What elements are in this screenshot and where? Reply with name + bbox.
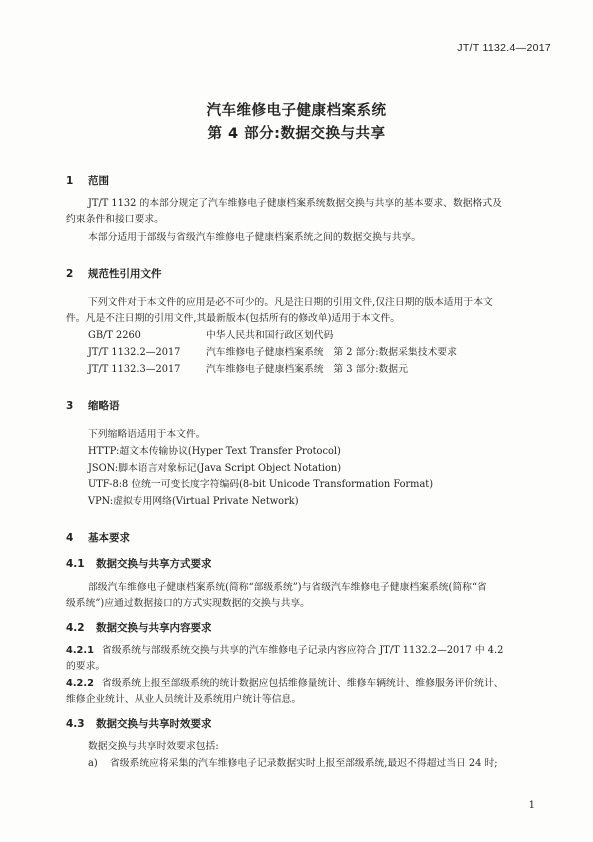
section-title: 缩略语 (88, 400, 120, 412)
paragraph-line: 约束条件和接口要求。 (66, 214, 164, 225)
abbreviation-item: VPN:虚拟专用网络(Virtual Private Network) (88, 496, 299, 507)
paragraph-line: 件。凡是不注日期的引用文件,其最新版本(包括所有的修改单)适用于本文件。 (66, 313, 401, 324)
subsection-heading-4-1 (66, 556, 212, 571)
section-title: 基本要求 (88, 532, 130, 544)
paragraph-line: JT/T 1132 的本部分规定了汽车维修电子健康档案系统数据交换与共享的基本要求、数据格式及 (88, 198, 502, 209)
clause-4-2-2 (66, 676, 504, 692)
document-title-line1: 汽车维修电子健康档案系统 (206, 103, 387, 119)
list-marker: a) (88, 758, 98, 769)
section-number: 3 (66, 400, 74, 412)
subsection-heading-4-3 (66, 716, 212, 731)
subsection-number: 4.1 (66, 558, 85, 570)
paragraph-line: 级系统”)应通过数据接口的方式实现数据的交换与共享。 (66, 598, 310, 609)
clause-text: 省级系统上报至部级系统的统计数据应包括维修量统计、维修车辆统计、维修服务评价统计、 (101, 678, 504, 689)
paragraph-line: 部级汽车维修电子健康档案系统(简称“部级系统”)与省级汽车维修电子健康档案系统(简称“省 (88, 582, 487, 593)
reference-code: JT/T 1132.2—2017 (88, 347, 181, 358)
clause-number: 4.2.2 (66, 678, 94, 689)
section-number: 4 (66, 532, 74, 544)
reference-code: JT/T 1132.3—2017 (88, 364, 181, 375)
paragraph-line: 下列文件对于本文件的应用是必不可少的。凡是注日期的引用文件,仅注日期的版本适用于本文 (88, 297, 493, 308)
abbreviation-item: JSON:脚本语言对象标记(Java Script Object Notation) (88, 463, 342, 474)
reference-title: 中华人民共和国行政区划代码 (206, 330, 334, 341)
subsection-number: 4.2 (66, 622, 85, 634)
clause-text: 省级系统与部级系统交换与共享的汽车维修电子记录内容应符合 JT/T 1132.2—2017 中 4.2 (101, 645, 504, 656)
subsection-heading-4-2 (66, 620, 212, 635)
paragraph-line: 维修企业统计、从业人员统计及系统用户统计等信息。 (66, 694, 302, 705)
reference-title: 汽车维修电子健康档案系统 第 2 部分:数据采集技术要求 (206, 347, 457, 358)
subsection-number: 4.3 (66, 718, 85, 730)
reference-title: 汽车维修电子健康档案系统 第 3 部分:数据元 (206, 364, 408, 375)
page-number: 1 (528, 800, 535, 811)
subsection-title: 数据交换与共享时效要求 (96, 718, 212, 730)
section-heading-normative-references (66, 266, 162, 281)
list-item-a (88, 756, 498, 772)
standard-code: JT/T 1132.4—2017 (457, 42, 551, 54)
list-text: 省级系统应将采集的汽车维修电子记录数据实时上报至部级系统,最迟不得超过当日 24 时; (110, 758, 498, 769)
paragraph-line: 数据交换与共享时效要求包括: (88, 741, 219, 752)
reference-code: GB/T 2260 (88, 330, 141, 341)
abbreviation-item: HTTP:超文本传输协议(Hyper Text Transfer Protocol) (88, 446, 341, 457)
section-heading-scope (66, 173, 109, 188)
paragraph-line: 下列缩略语适用于本文件。 (88, 429, 206, 440)
section-title: 范围 (88, 175, 109, 187)
subsection-title: 数据交换与共享方式要求 (96, 558, 212, 570)
clause-number: 4.2.1 (66, 645, 94, 656)
paragraph-line: 本部分适用于部级与省级汽车维修电子健康档案系统之间的数据交换与共享。 (88, 232, 422, 243)
subsection-title: 数据交换与共享内容要求 (96, 622, 212, 634)
document-title-line2: 第 4 部分:数据交换与共享 (207, 126, 386, 142)
section-heading-abbreviations (66, 398, 120, 413)
section-title: 规范性引用文件 (88, 268, 162, 280)
paragraph-line: 的要求。 (66, 661, 106, 672)
abbreviation-item: UTF-8:8 位统一可变长度字符编码(8-bit Unicode Transformation Format) (88, 479, 434, 490)
clause-4-2-1 (66, 643, 503, 659)
section-number: 2 (66, 268, 74, 280)
section-heading-basic-requirements (66, 530, 130, 545)
section-number: 1 (66, 175, 74, 187)
